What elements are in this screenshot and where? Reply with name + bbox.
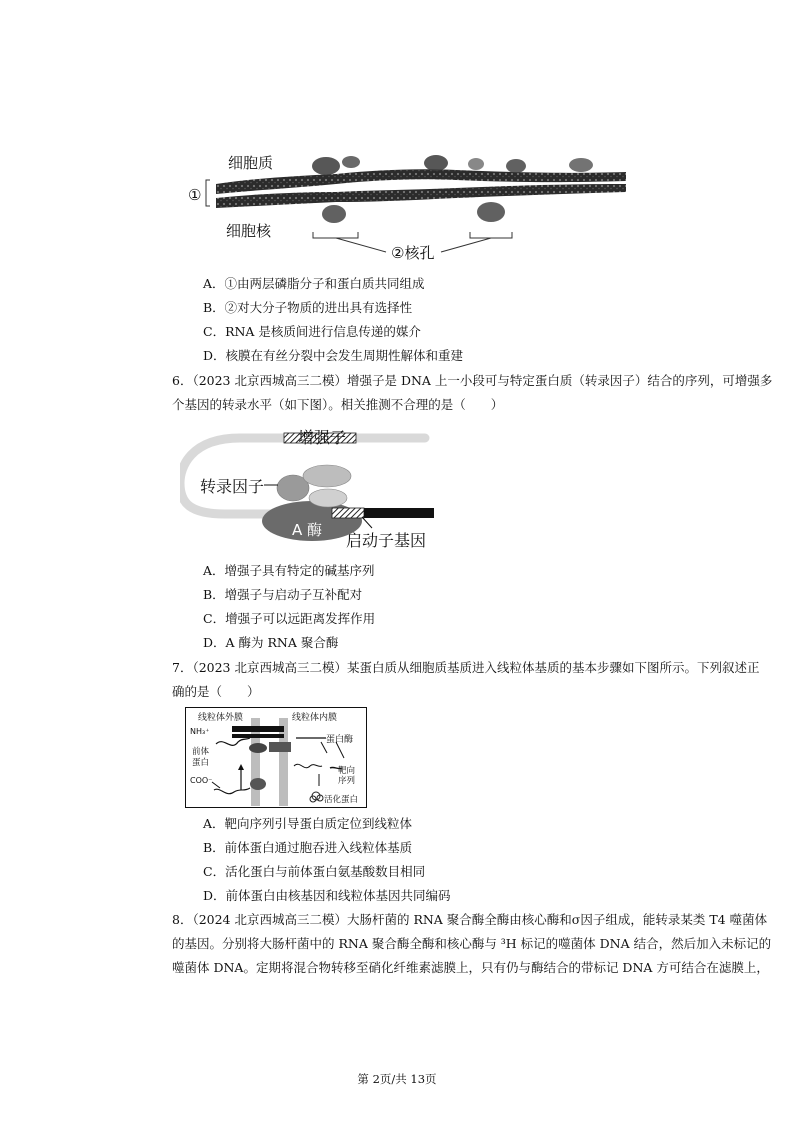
q6-stem-line1: 6．（2023 北京西城高三二模）增强子是 DNA 上一小段可与特定蛋白质（转录因子）结合的序列，可增强多 — [172, 373, 773, 388]
transcription-factor-label: 转录因子 — [200, 477, 265, 496]
q8-line1: 8．（2024 北京西城高三二模）大肠杆菌的 RNA 聚合酶全酶由核心酶和σ因子组成，能转录某类 T4 噬菌体 — [172, 912, 768, 927]
q7-option-d: D．前体蛋白由核基因和线粒体基因共同编码 — [203, 888, 451, 903]
activated-protein-label: 活化蛋白 — [324, 795, 359, 805]
q7-stem-line1: 7．（2023 北京西城高三二模）某蛋白质从细胞质基质进入线粒体基质的基本步骤如下图所示。下列叙述正 — [172, 660, 760, 675]
page-footer: 第 2页/共 13页 — [357, 1072, 437, 1086]
q6-stem-line2: 个基因的转录水平（如下图）。相关推测不合理的是（ ） — [172, 397, 504, 412]
precursor-label-2: 蛋白 — [192, 758, 210, 768]
target-seq-label-2: 序列 — [338, 776, 356, 786]
target-seq-label-1: 靶向 — [338, 766, 356, 776]
q5-option-a: A．①由两层磷脂分子和蛋白质共同组成 — [203, 276, 425, 291]
q5-option-d: D．核膜在有丝分裂中会发生周期性解体和重建 — [203, 348, 464, 363]
q6-option-b: B．增强子与启动子互补配对 — [203, 587, 363, 602]
nuclear-envelope-figure — [186, 148, 631, 263]
mitochondria-import-figure — [185, 707, 367, 808]
inner-membrane-label: 线粒体内膜 — [292, 713, 338, 723]
label-1: ① — [188, 186, 202, 204]
nuclear-pore-label: ②核孔 — [391, 244, 435, 262]
q7-option-c: C．活化蛋白与前体蛋白氨基酸数目相同 — [203, 864, 426, 879]
enzyme-a-label: A 酶 — [292, 521, 323, 539]
enhancer-label: 增强子 — [298, 428, 347, 447]
cytoplasm-label: 细胞质 — [228, 154, 274, 172]
nh3-label: NH₃⁺ — [190, 727, 210, 736]
precursor-label-1: 前体 — [192, 747, 210, 757]
coo-label: COO⁻ — [190, 776, 213, 785]
q5-option-b: B．②对大分子物质的进出具有选择性 — [203, 300, 413, 315]
enhancer-figure — [180, 428, 445, 552]
q6-option-d: D．A 酶为 RNA 聚合酶 — [203, 635, 339, 650]
q7-option-b: B．前体蛋白通过胞吞进入线粒体基质 — [203, 840, 413, 855]
outer-membrane-label: 线粒体外膜 — [198, 713, 244, 723]
promoter-gene-label: 启动子基因 — [346, 531, 427, 550]
q6-option-c: C．增强子可以远距离发挥作用 — [203, 611, 376, 626]
protease-label: 蛋白酶 — [326, 735, 354, 745]
nucleus-label: 细胞核 — [226, 222, 272, 240]
q6-option-a: A．增强子具有特定的碱基序列 — [203, 563, 375, 578]
q8-line2: 的基因。分别将大肠杆菌中的 RNA 聚合酶全酶和核心酶与 ³H 标记的噬菌体 DNA 结合，然后加入未标记的 — [172, 936, 772, 951]
q8-line3: 噬菌体 DNA。定期将混合物转移至硝化纤维素滤膜上，只有仍与酶结合的带标记 DNA 方可结合在滤膜上， — [172, 960, 769, 975]
q5-option-c: C．RNA 是核质间进行信息传递的媒介 — [203, 324, 421, 339]
q7-stem-line2: 确的是（ ） — [172, 684, 260, 699]
q7-option-a: A．靶向序列引导蛋白质定位到线粒体 — [203, 816, 413, 831]
